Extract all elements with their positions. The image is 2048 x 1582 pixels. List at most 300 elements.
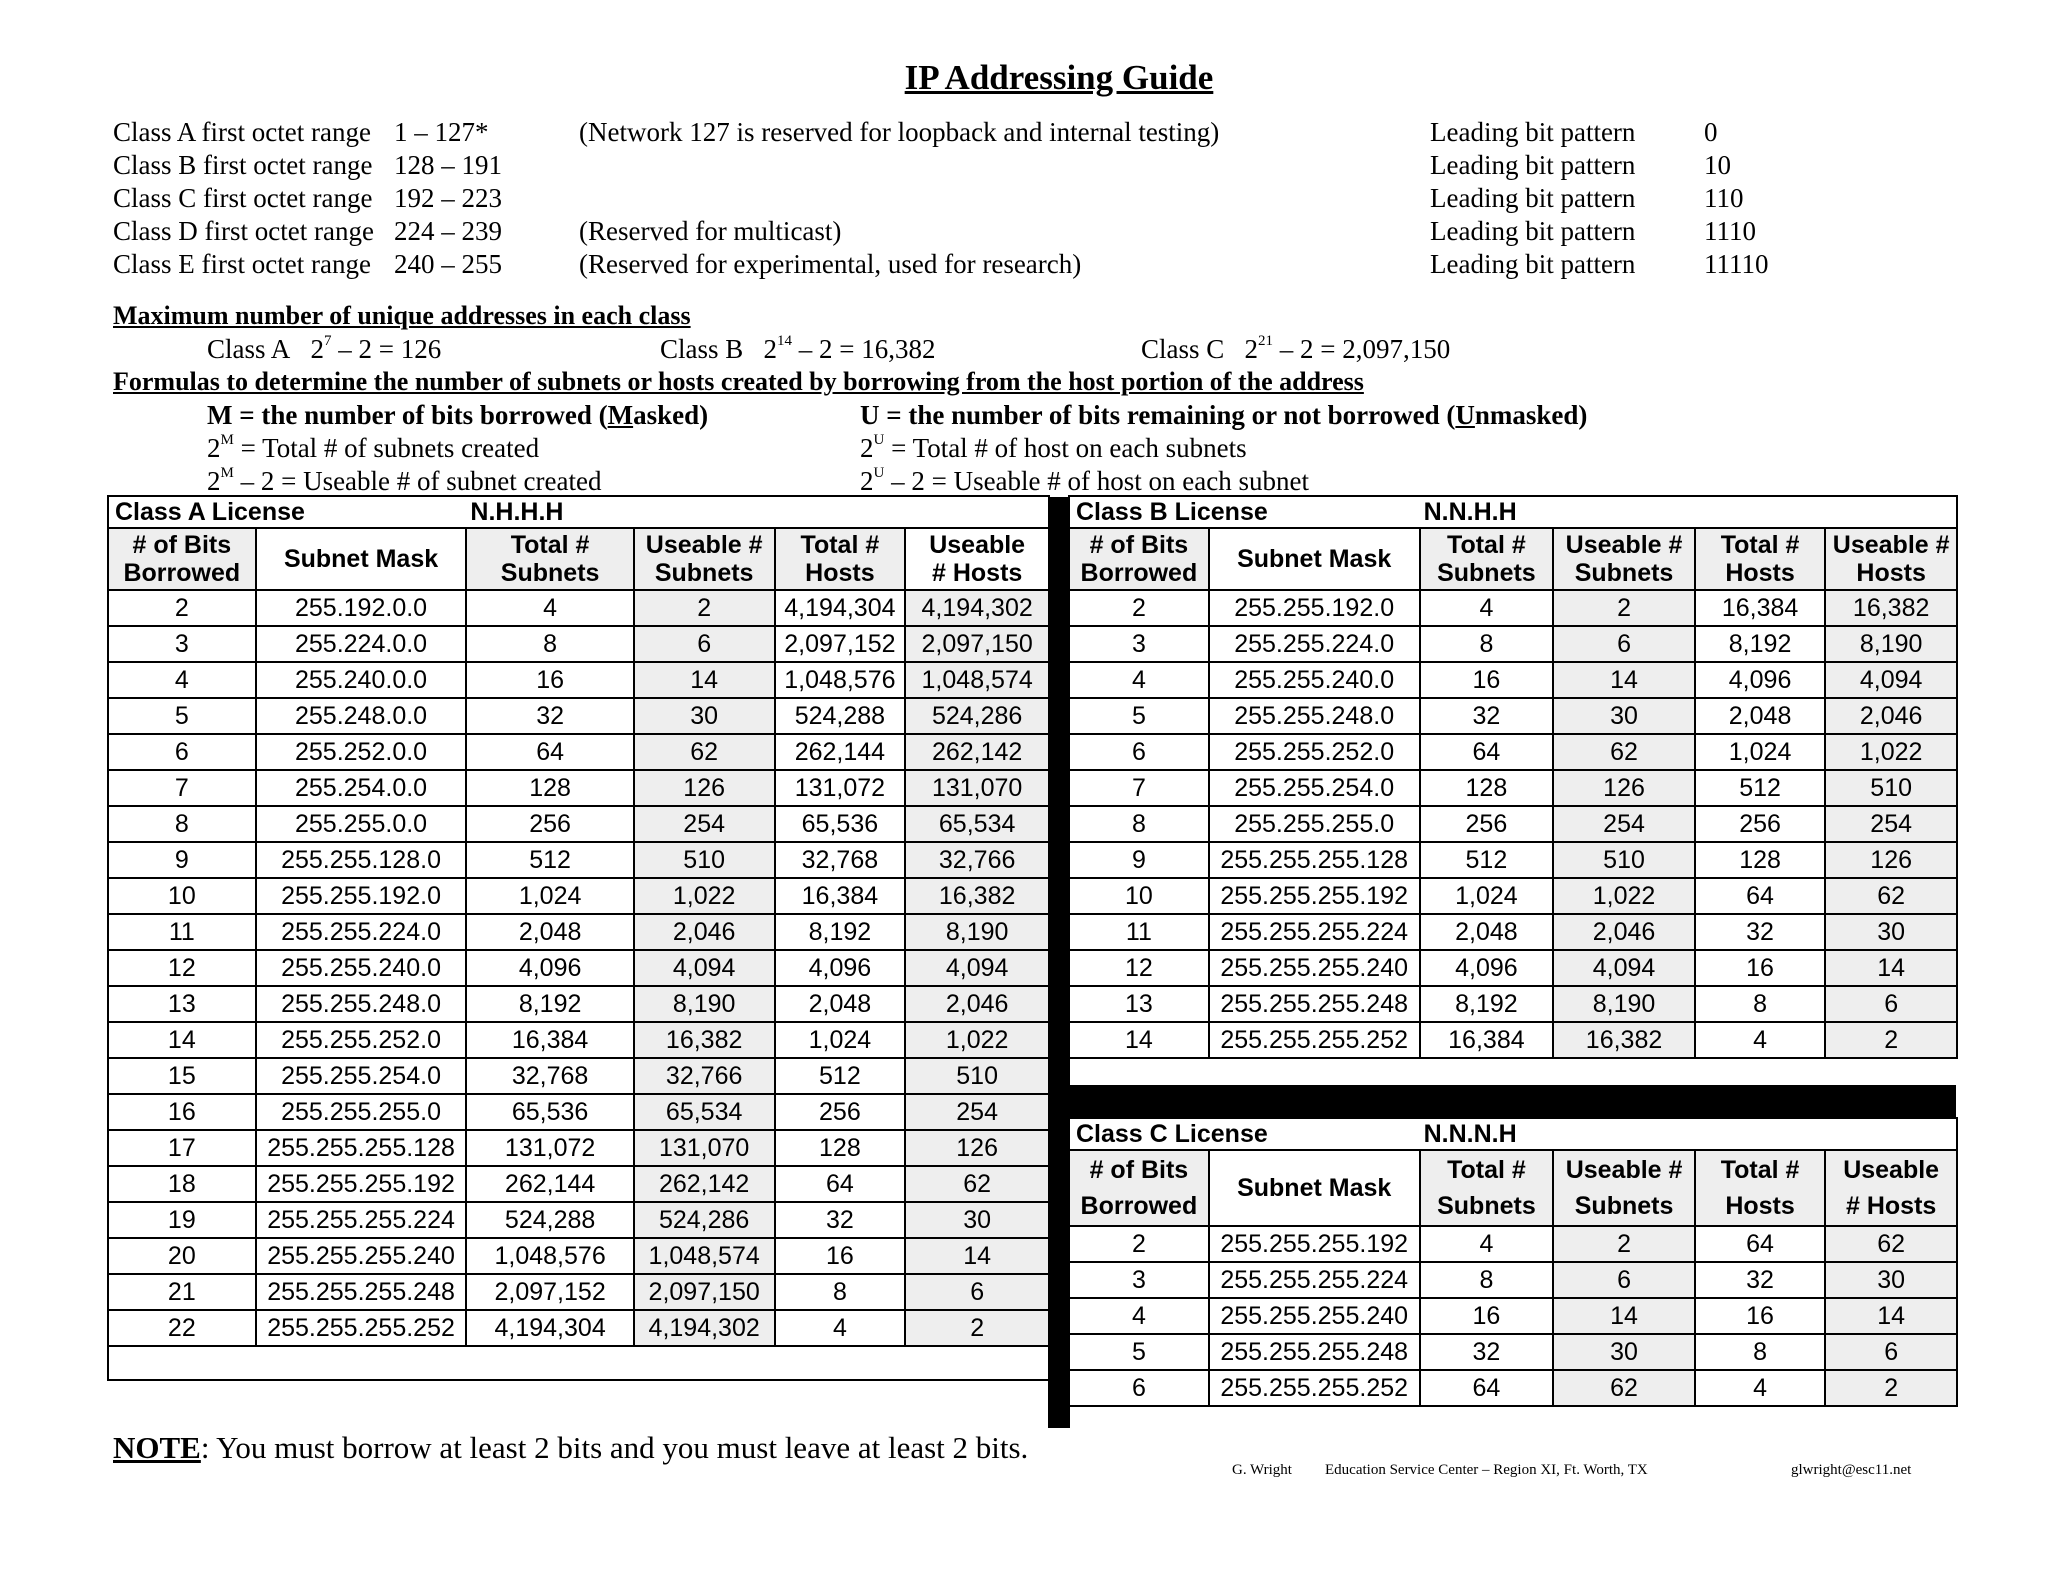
table-cell: 1,048,576 <box>466 1238 633 1274</box>
table-cell: 16 <box>775 1238 906 1274</box>
table-cell: 1,024 <box>466 878 633 914</box>
table-row <box>108 1274 1049 1310</box>
table-cell: 128 <box>466 770 633 806</box>
table-cell: 62 <box>905 1166 1049 1202</box>
table-row <box>108 1022 1049 1058</box>
table-row <box>1069 662 1957 698</box>
table-row <box>108 1058 1049 1094</box>
formula-u-useable: $2^U - 2$ = Useable # of host on each subnet <box>860 465 1309 496</box>
table-cell: 1,024 <box>775 1022 906 1058</box>
table-cell: 16 <box>1695 1298 1825 1334</box>
note-text: NOTE: You must borrow at least 2 bits and you must leave at least 2 bits. <box>113 1430 1029 1465</box>
table-cell: 2,046 <box>1553 914 1695 950</box>
table-row <box>108 734 1049 770</box>
table-cell: 16,382 <box>1825 590 1957 626</box>
table-cell: 255.255.255.252 <box>1209 1022 1420 1058</box>
table-cell: 32,766 <box>905 842 1049 878</box>
table-row <box>108 1202 1049 1238</box>
class-range-note: (Network 127 is reserved for loopback and internal testing) <box>579 117 1220 147</box>
table-cell: 524,286 <box>905 698 1049 734</box>
table-cell: 16,382 <box>1553 1022 1695 1058</box>
class-range-label: Class C first octet range <box>113 183 373 213</box>
table-cell: 2,048 <box>775 986 906 1022</box>
table-cell: 30 <box>634 698 775 734</box>
table-cell: 255.255.255.192 <box>1209 1226 1420 1262</box>
class-range-value: 224 – 239 <box>394 216 502 246</box>
table-cell: 14 <box>1553 662 1695 698</box>
table-cell: 254 <box>905 1094 1049 1130</box>
table-cell: 2 <box>1825 1022 1957 1058</box>
license-title: Class C License <box>1069 1118 1420 1150</box>
table-cell: 512 <box>466 842 633 878</box>
table-cell: 255.255.255.248 <box>1209 1334 1420 1370</box>
table-cell: 4,094 <box>1825 662 1957 698</box>
table-cell: 255.192.0.0 <box>256 590 467 626</box>
table-cell: 7 <box>108 770 256 806</box>
table-cell: 10 <box>1069 878 1209 914</box>
page-title: IP Addressing Guide <box>904 58 1214 97</box>
table-cell: 255.255.255.248 <box>256 1274 467 1310</box>
table-cell: 16,384 <box>1695 590 1825 626</box>
column-header: Useable # Hosts <box>1825 528 1957 590</box>
table-cell: 65,534 <box>634 1094 775 1130</box>
table-cell: 131,072 <box>775 770 906 806</box>
max-class-c: Class C $2^{21} - 2 = 2,097,150$ <box>1141 333 1451 364</box>
table-row <box>1069 734 1957 770</box>
class-range-label: Class B first octet range <box>113 150 373 180</box>
table-cell: 2,046 <box>1825 698 1957 734</box>
table-cell: 16 <box>108 1094 256 1130</box>
table-cell: 12 <box>1069 950 1209 986</box>
table-cell: 8 <box>1695 1334 1825 1370</box>
table-cell: 8,190 <box>1553 986 1695 1022</box>
leading-bit-pattern: 10 <box>1704 150 1731 180</box>
table-cell: 32 <box>1420 698 1554 734</box>
table-row <box>108 1166 1049 1202</box>
table-row <box>108 806 1049 842</box>
max-class-b: Class B $2^{14} - 2 = 16,382$ <box>660 333 936 364</box>
column-header: Useable # Subnets <box>1553 528 1695 590</box>
table-cell: 262,142 <box>634 1166 775 1202</box>
table-cell: 16 <box>1695 950 1825 986</box>
table-cell: 255.255.254.0 <box>1209 770 1420 806</box>
table-cell: 255.255.240.0 <box>256 950 467 986</box>
table-cell: 8,192 <box>466 986 633 1022</box>
header-row <box>1069 1150 1957 1226</box>
table-row <box>1069 1334 1957 1370</box>
table-cell: 255.255.192.0 <box>1209 590 1420 626</box>
table-cell: 255.255.255.224 <box>1209 1262 1420 1298</box>
table-cell: 1,048,574 <box>905 662 1049 698</box>
table-cell: 128 <box>1420 770 1554 806</box>
table-cell: 32 <box>775 1202 906 1238</box>
table-cell: 4,094 <box>634 950 775 986</box>
table-cell: 6 <box>1553 1262 1695 1298</box>
table-cell: 4 <box>1069 1298 1209 1334</box>
formulas-heading: Formulas to determine the number of subnets or hosts created by borrowing from the host portion of the address <box>113 367 1364 396</box>
blank-row <box>108 1346 1049 1380</box>
table-cell: 126 <box>1825 842 1957 878</box>
table-cell: 64 <box>1695 878 1825 914</box>
table-cell: 1,024 <box>1695 734 1825 770</box>
column-header: Total # Subnets <box>1420 528 1554 590</box>
table-cell: 8,190 <box>905 914 1049 950</box>
footer-email: glwright@esc11.net <box>1791 1462 1912 1478</box>
class-range-label: Class E first octet range <box>113 249 371 279</box>
table-row <box>1069 842 1957 878</box>
table-row <box>108 662 1049 698</box>
table-cell: 32 <box>1695 914 1825 950</box>
leading-bit-pattern: 0 <box>1704 117 1718 147</box>
column-header: Useable # Hosts <box>1825 1150 1957 1226</box>
table-cell: 4,094 <box>905 950 1049 986</box>
table-cell: 524,288 <box>775 698 906 734</box>
table-row <box>1069 1262 1957 1298</box>
formula-m-definition: M = the number of bits borrowed (Masked) <box>207 400 709 430</box>
table-row <box>108 626 1049 662</box>
table-cell: 524,286 <box>634 1202 775 1238</box>
class-a-table <box>107 495 1050 1381</box>
table-cell: 4,096 <box>775 950 906 986</box>
class-range-label: Class A first octet range <box>113 117 371 147</box>
table-cell: 255.255.192.0 <box>256 878 467 914</box>
license-row <box>1069 496 1957 528</box>
table-row <box>108 986 1049 1022</box>
table-cell: 6 <box>1825 1334 1957 1370</box>
table-row <box>1069 878 1957 914</box>
column-header: Total # Subnets <box>1420 1150 1554 1226</box>
table-cell: 5 <box>1069 1334 1209 1370</box>
table-cell: 3 <box>1069 626 1209 662</box>
table-row <box>1069 770 1957 806</box>
table-cell: 64 <box>466 734 633 770</box>
table-cell: 32,768 <box>775 842 906 878</box>
column-header: Total # Hosts <box>1695 528 1825 590</box>
table-cell: 255.255.255.128 <box>1209 842 1420 878</box>
table-cell: 14 <box>1825 950 1957 986</box>
table-row <box>1069 1298 1957 1334</box>
table-cell: 6 <box>905 1274 1049 1310</box>
table-row <box>1069 590 1957 626</box>
table-cell: 30 <box>905 1202 1049 1238</box>
table-cell: 16,382 <box>905 878 1049 914</box>
table-row <box>108 698 1049 734</box>
table-row <box>1069 806 1957 842</box>
class-b-c-separator <box>1070 1085 1956 1117</box>
table-cell: 8,192 <box>1695 626 1825 662</box>
column-header: Useable # Subnets <box>1553 1150 1695 1226</box>
table-cell: 62 <box>1553 1370 1695 1406</box>
table-cell: 6 <box>1069 734 1209 770</box>
class-range-row <box>113 183 1813 216</box>
table-cell: 5 <box>1069 698 1209 734</box>
table-cell: 255.254.0.0 <box>256 770 467 806</box>
table-row <box>1069 698 1957 734</box>
table-cell: 14 <box>1553 1298 1695 1334</box>
table-divider <box>1048 497 1070 1428</box>
column-header: # of Bits Borrowed <box>1069 1150 1209 1226</box>
table-cell: 65,536 <box>775 806 906 842</box>
table-cell: 4,096 <box>466 950 633 986</box>
table-cell: 15 <box>108 1058 256 1094</box>
table-cell: 2,097,152 <box>775 626 906 662</box>
table-cell: 510 <box>1553 842 1695 878</box>
class-range-value: 128 – 191 <box>394 150 502 180</box>
table-cell: 4,194,304 <box>466 1310 633 1346</box>
formula-u-total: $2^U$ = Total # of host on each subnets <box>860 432 1247 463</box>
table-cell: 18 <box>108 1166 256 1202</box>
table-cell: 4,096 <box>1695 662 1825 698</box>
table-cell: 128 <box>775 1130 906 1166</box>
table-cell: 64 <box>1420 1370 1554 1406</box>
leading-bit-pattern: 110 <box>1704 183 1744 213</box>
leading-bit-pattern: 11110 <box>1704 249 1769 279</box>
table-row <box>108 1238 1049 1274</box>
table-cell: 255.255.248.0 <box>256 986 467 1022</box>
header-row <box>1069 528 1957 590</box>
table-cell: 12 <box>108 950 256 986</box>
table-cell: 255.255.248.0 <box>1209 698 1420 734</box>
table-cell: 6 <box>1825 986 1957 1022</box>
table-row <box>108 1094 1049 1130</box>
table-cell: 126 <box>634 770 775 806</box>
table-cell: 3 <box>108 626 256 662</box>
table-cell: 9 <box>108 842 256 878</box>
table-cell: 32 <box>466 698 633 734</box>
class-c-table <box>1068 1117 1958 1407</box>
column-header: Useable # Hosts <box>905 528 1049 590</box>
column-header: # of Bits Borrowed <box>1069 528 1209 590</box>
formula-m-total: $2^M$ = Total # of subnets created <box>207 432 540 463</box>
table-cell: 126 <box>905 1130 1049 1166</box>
leading-bit-pattern: 1110 <box>1704 216 1756 246</box>
table-cell: 6 <box>1069 1370 1209 1406</box>
table-cell: 4,096 <box>1420 950 1554 986</box>
class-range-label: Class D first octet range <box>113 216 374 246</box>
note-label: NOTE <box>113 1430 201 1465</box>
table-cell: 255.255.255.248 <box>1209 986 1420 1022</box>
table-cell: 4,194,304 <box>775 590 906 626</box>
table-cell: 30 <box>1825 914 1957 950</box>
table-cell: 5 <box>108 698 256 734</box>
table-cell: 256 <box>466 806 633 842</box>
table-cell: 2,097,150 <box>905 626 1049 662</box>
table-cell: 11 <box>1069 914 1209 950</box>
table-row <box>1069 1370 1957 1406</box>
table-cell: 2,048 <box>466 914 633 950</box>
table-cell: 255.255.240.0 <box>1209 662 1420 698</box>
license-row <box>108 496 1049 528</box>
license-pattern: N.N.N.H <box>1420 1118 1957 1150</box>
table-cell: 30 <box>1553 698 1695 734</box>
table-cell: 255.255.255.224 <box>1209 914 1420 950</box>
table-cell: 262,144 <box>466 1166 633 1202</box>
table-cell: 10 <box>108 878 256 914</box>
table-cell: 8 <box>775 1274 906 1310</box>
table-cell: 4 <box>108 662 256 698</box>
max-class-a: Class A $2^7 - 2 = 126$ <box>207 333 442 364</box>
class-range-row <box>113 150 1813 183</box>
table-cell: 255.255.255.240 <box>1209 950 1420 986</box>
formula-m-useable: $2^M - 2$ = Useable # of subnet created <box>207 465 602 496</box>
table-cell: 255.255.255.0 <box>1209 806 1420 842</box>
table-row <box>108 842 1049 878</box>
table-cell: 4 <box>1069 662 1209 698</box>
table-cell: 256 <box>775 1094 906 1130</box>
table-cell: 3 <box>1069 1262 1209 1298</box>
table-cell: 2 <box>905 1310 1049 1346</box>
table-cell: 128 <box>1695 842 1825 878</box>
table-row <box>1069 1226 1957 1262</box>
table-cell: 512 <box>1695 770 1825 806</box>
table-cell: 65,536 <box>466 1094 633 1130</box>
table-cell: 1,048,576 <box>775 662 906 698</box>
table-cell: 255.255.255.0 <box>256 1094 467 1130</box>
table-cell: 131,070 <box>634 1130 775 1166</box>
leading-bit-label: Leading bit pattern <box>1430 249 1636 279</box>
table-cell: 13 <box>1069 986 1209 1022</box>
table-cell: 13 <box>108 986 256 1022</box>
table-row <box>108 770 1049 806</box>
header-row <box>108 528 1049 590</box>
table-cell: 16,384 <box>466 1022 633 1058</box>
table-cell: 255.255.254.0 <box>256 1058 467 1094</box>
table-cell: 21 <box>108 1274 256 1310</box>
table-cell: 2,046 <box>634 914 775 950</box>
table-cell: 255.255.128.0 <box>256 842 467 878</box>
table-cell: 4 <box>1420 1226 1554 1262</box>
table-cell: 14 <box>1069 1022 1209 1058</box>
table-cell: 1,022 <box>905 1022 1049 1058</box>
table-cell: 64 <box>1420 734 1554 770</box>
table-cell: 255.240.0.0 <box>256 662 467 698</box>
table-cell: 126 <box>1553 770 1695 806</box>
class-b-table <box>1068 495 1958 1059</box>
table-cell: 2,048 <box>1420 914 1554 950</box>
table-cell: 4 <box>1420 590 1554 626</box>
table-cell: 8 <box>1420 626 1554 662</box>
table-cell: 2 <box>634 590 775 626</box>
table-cell: 4 <box>466 590 633 626</box>
table-cell: 255.255.255.240 <box>1209 1298 1420 1334</box>
table-cell: 9 <box>1069 842 1209 878</box>
table-cell: 4 <box>1695 1370 1825 1406</box>
table-cell: 2,046 <box>905 986 1049 1022</box>
class-range-row <box>113 249 1813 282</box>
table-cell: 16 <box>466 662 633 698</box>
table-cell: 4,194,302 <box>634 1310 775 1346</box>
table-cell: 255.255.252.0 <box>256 1022 467 1058</box>
column-header: Total # Hosts <box>775 528 906 590</box>
table-cell: 255.255.255.240 <box>256 1238 467 1274</box>
table-cell: 22 <box>108 1310 256 1346</box>
table-cell: 2 <box>1825 1370 1957 1406</box>
table-cell: 6 <box>1553 626 1695 662</box>
table-cell: 255.255.224.0 <box>256 914 467 950</box>
leading-bit-label: Leading bit pattern <box>1430 183 1636 213</box>
class-range-note: (Reserved for multicast) <box>579 216 842 246</box>
table-cell: 131,070 <box>905 770 1049 806</box>
table-cell: 16,384 <box>1420 1022 1554 1058</box>
table-cell: 8,192 <box>1420 986 1554 1022</box>
table-cell: 20 <box>108 1238 256 1274</box>
license-title: Class B License <box>1069 496 1420 528</box>
table-cell: 4 <box>775 1310 906 1346</box>
table-cell: 2 <box>1069 590 1209 626</box>
table-row <box>108 1130 1049 1166</box>
table-cell: 62 <box>634 734 775 770</box>
table-cell: 16,382 <box>634 1022 775 1058</box>
table-cell: 255.255.0.0 <box>256 806 467 842</box>
table-cell: 512 <box>775 1058 906 1094</box>
table-cell: 256 <box>1695 806 1825 842</box>
table-cell: 19 <box>108 1202 256 1238</box>
column-header: Subnet Mask <box>256 528 467 590</box>
table-row <box>108 878 1049 914</box>
table-cell: 8 <box>1420 1262 1554 1298</box>
table-cell: 8,192 <box>775 914 906 950</box>
table-cell: 64 <box>1695 1226 1825 1262</box>
table-cell: 2 <box>1069 1226 1209 1262</box>
column-header: Total # Hosts <box>1695 1150 1825 1226</box>
class-range-value: 1 – 127* <box>394 117 489 147</box>
table-cell: 8 <box>1069 806 1209 842</box>
table-cell: 32,766 <box>634 1058 775 1094</box>
table-cell: 255.224.0.0 <box>256 626 467 662</box>
table-cell: 8,190 <box>1825 626 1957 662</box>
table-row <box>1069 914 1957 950</box>
table-cell: 510 <box>1825 770 1957 806</box>
table-cell: 254 <box>634 806 775 842</box>
table-cell: 1,022 <box>634 878 775 914</box>
table-cell: 8,190 <box>634 986 775 1022</box>
table-cell: 8 <box>1695 986 1825 1022</box>
table-row <box>108 950 1049 986</box>
table-row <box>108 1310 1049 1346</box>
table-cell: 255.255.224.0 <box>1209 626 1420 662</box>
footer-author: G. Wright <box>1232 1462 1292 1478</box>
leading-bit-label: Leading bit pattern <box>1430 117 1636 147</box>
table-cell: 14 <box>905 1238 1049 1274</box>
class-range-value: 240 – 255 <box>394 249 502 279</box>
table-cell: 524,288 <box>466 1202 633 1238</box>
table-cell: 8 <box>466 626 633 662</box>
table-cell: 255.248.0.0 <box>256 698 467 734</box>
table-cell: 65,534 <box>905 806 1049 842</box>
table-cell: 16,384 <box>775 878 906 914</box>
license-pattern: N.H.H.H <box>466 496 1049 528</box>
table-cell: 254 <box>1825 806 1957 842</box>
table-cell: 2 <box>1553 1226 1695 1262</box>
table-row <box>108 914 1049 950</box>
table-cell: 254 <box>1553 806 1695 842</box>
column-header: Subnet Mask <box>1209 1150 1420 1226</box>
leading-bit-label: Leading bit pattern <box>1430 150 1636 180</box>
table-cell: 14 <box>634 662 775 698</box>
table-row <box>1069 950 1957 986</box>
table-cell: 2 <box>108 590 256 626</box>
table-cell: 14 <box>1825 1298 1957 1334</box>
table-cell: 32 <box>1420 1334 1554 1370</box>
formula-u-definition: U = the number of bits remaining or not borrowed (Unmasked) <box>860 400 1588 430</box>
table-cell: 256 <box>1420 806 1554 842</box>
table-cell: 255.255.255.128 <box>256 1130 467 1166</box>
license-title: Class A License <box>108 496 466 528</box>
table-cell: 2,097,150 <box>634 1274 775 1310</box>
table-cell: 62 <box>1825 1226 1957 1262</box>
table-cell: 17 <box>108 1130 256 1166</box>
table-row <box>1069 1022 1957 1058</box>
